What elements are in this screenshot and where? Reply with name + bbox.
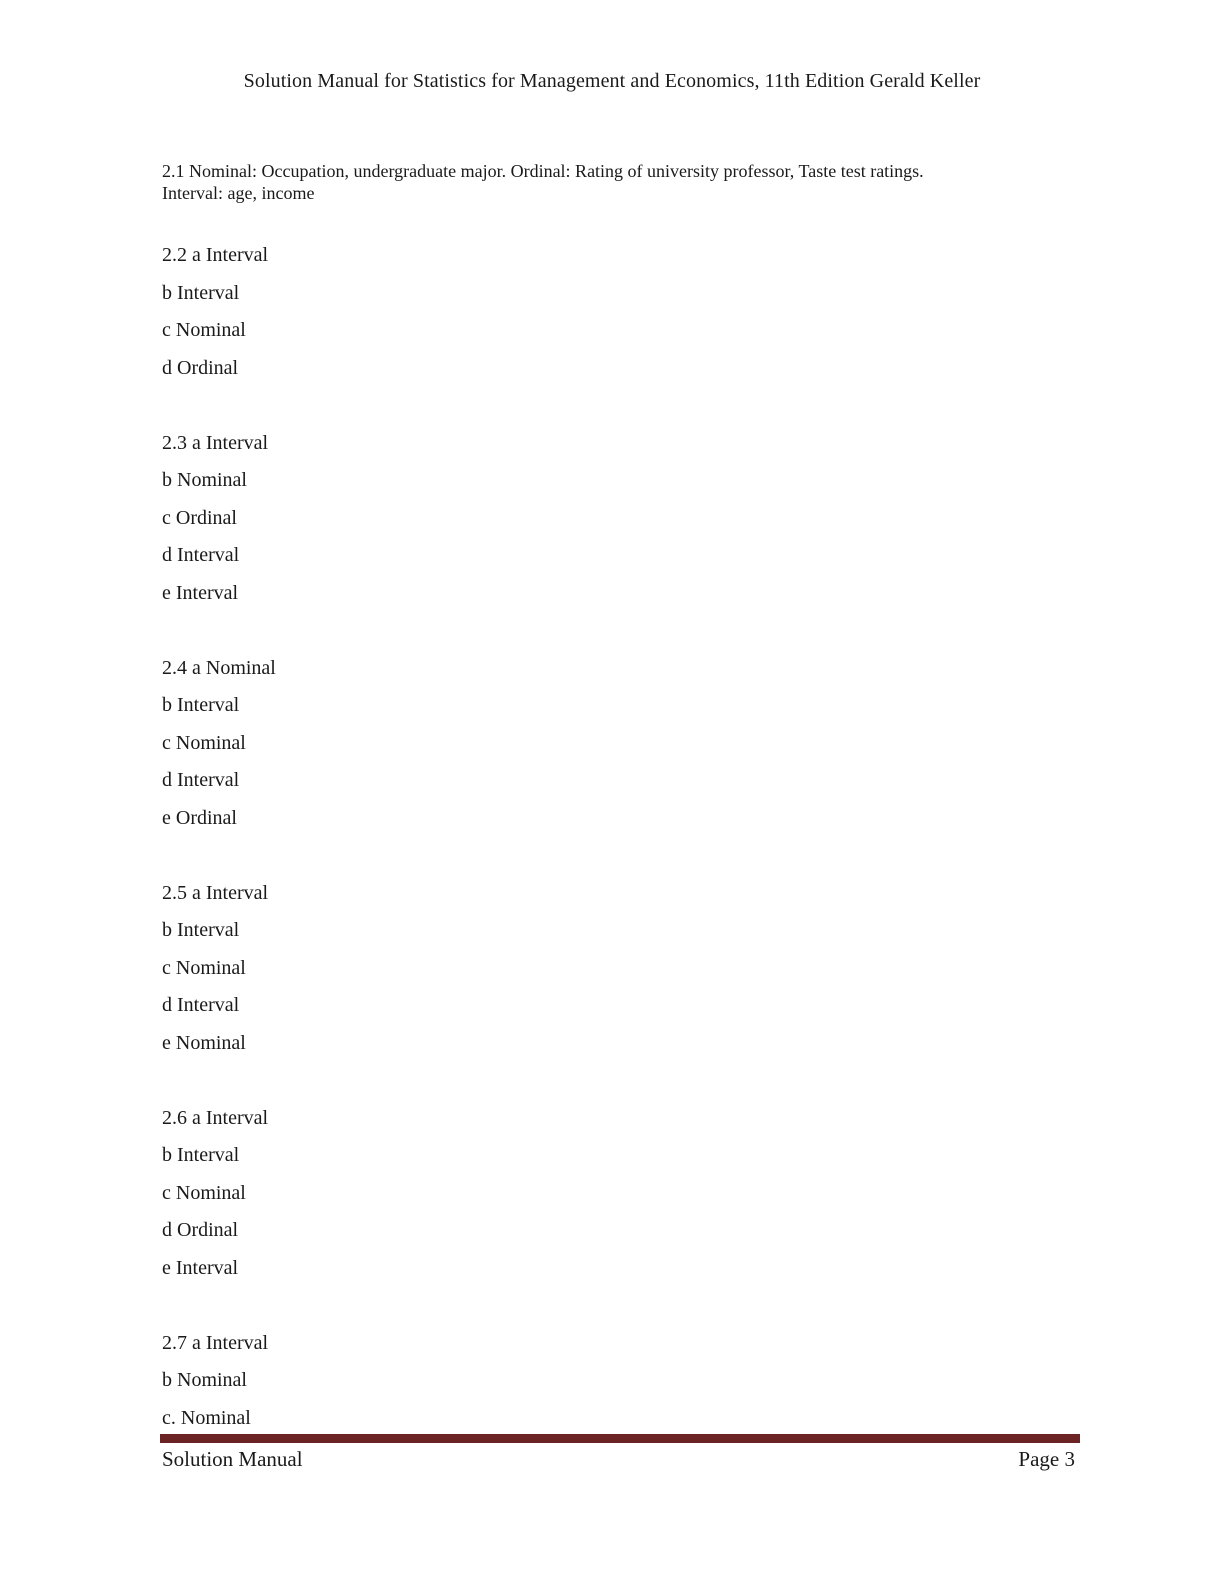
answer-group-2-2: [162, 240, 276, 390]
answer-line: c. Nominal: [162, 1406, 251, 1429]
answer-line: e Interval: [162, 581, 239, 604]
footer-divider: [160, 1434, 1080, 1443]
answer-line: 2.6 a Interval: [162, 1106, 269, 1129]
answer-line: d Interval: [162, 994, 240, 1016]
footer-title: Solution Manual: [162, 1447, 303, 1471]
answer-group-2-5: [162, 878, 276, 1066]
answer-line: 2.2 a Interval: [162, 244, 269, 266]
answer-line: b Nominal: [162, 469, 247, 491]
page-number: Page 3: [1018, 1447, 1075, 1471]
answer-line: 2.3 a Interval: [162, 431, 269, 454]
answer-line: c Nominal: [162, 319, 246, 341]
answer-list: [162, 240, 276, 1478]
answer-line: 2.7 a Interval: [162, 1331, 269, 1354]
answer-line: b Interval: [162, 694, 240, 716]
answer-line: e Interval: [162, 1256, 239, 1279]
answer-line: c Nominal: [162, 731, 246, 754]
answer-line: c Nominal: [162, 956, 246, 979]
answer-line: c Ordinal: [162, 506, 237, 529]
answer-2-1-line-1: 2.1 Nominal: Occupation, undergraduate major. Ordinal: Rating of university professor, Taste test ratings.: [162, 161, 924, 181]
answer-line: d Interval: [162, 544, 240, 566]
answer-group-2-6: [162, 1103, 276, 1291]
answer-line: e Ordinal: [162, 806, 237, 829]
answer-line: 2.4 a Nominal: [162, 656, 276, 679]
answer-line: d Ordinal: [162, 1219, 239, 1241]
answer-group-2-4: [162, 653, 276, 841]
answer-group-2-7: [162, 1328, 276, 1441]
answer-line: b Interval: [162, 281, 240, 304]
answer-line: c Nominal: [162, 1181, 246, 1204]
answer-line: 2.5 a Interval: [162, 881, 269, 904]
answer-line: b Nominal: [162, 1369, 247, 1391]
answer-group-2-3: [162, 428, 276, 616]
answer-line: e Nominal: [162, 1031, 246, 1054]
page-header-title: Solution Manual for Statistics for Management and Economics, 11th Edition Gerald Keller: [243, 70, 981, 92]
answer-line: b Interval: [162, 1144, 240, 1166]
answer-2-1-line-2: Interval: age, income: [162, 183, 315, 203]
answer-line: d Ordinal: [162, 356, 239, 379]
answer-2-1: [162, 160, 1042, 204]
answer-line: b Interval: [162, 919, 240, 941]
answer-line: d Interval: [162, 769, 240, 791]
